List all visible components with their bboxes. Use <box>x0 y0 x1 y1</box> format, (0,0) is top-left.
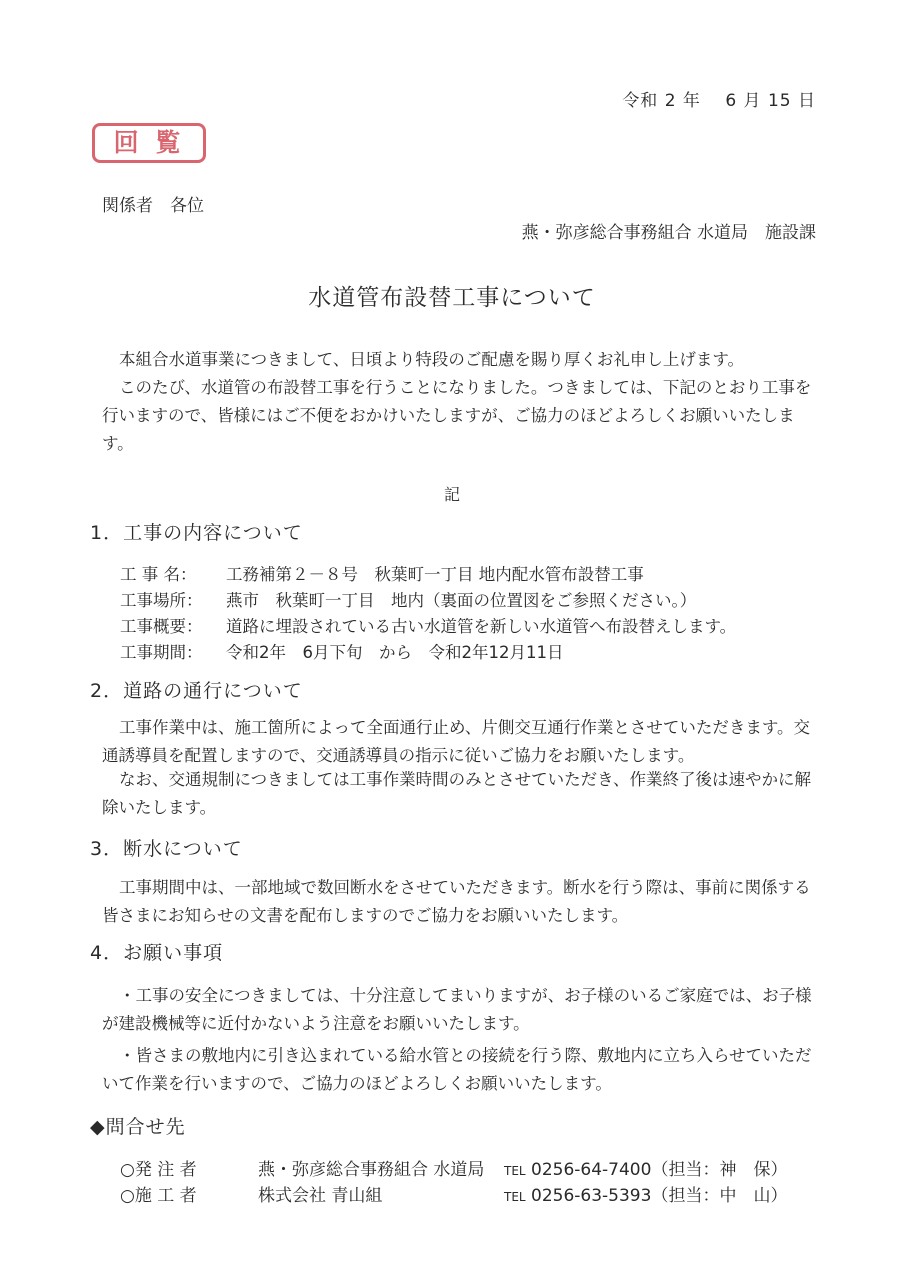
document-date: 令和 2 年 6 月 15 日 <box>622 91 816 111</box>
section-2-heading: 2．道路の通行について <box>90 680 303 702</box>
intro-paragraph-2 <box>102 374 822 458</box>
section-1-heading: 1．工事の内容について <box>90 522 303 544</box>
orderer-label: ○発 注 者 <box>120 1160 197 1180</box>
intro-text-2: このたび、水道管の布設替工事を行うことになりました。つきましては、下記のとおり工事を行いますので、皆様にはご不便をおかけいたしますが、ご協力のほどよろしくお願いいたします。 <box>102 378 812 453</box>
work-summary-row <box>120 613 736 637</box>
recipients: 関係者 各位 <box>102 196 204 216</box>
request-text-2: ・皆さまの敷地内に引き込まれている給水管との接続を行う際、敷地内に立ち入らせていただいて作業を行いますので、ご協力のほどよろしくお願いいたします。 <box>102 1046 812 1093</box>
contractor-label: ○施 工 者 <box>120 1186 197 1206</box>
work-name-row <box>120 561 644 585</box>
road-text-2: なお、交通規制につきましては工事作業時間のみとさせていただき、作業終了後は速やかに解除いたします。 <box>102 770 812 817</box>
document-title: 水道管布設替工事について <box>308 285 596 311</box>
work-period-value: 令和2年 6月下旬 から 令和2年12月11日 <box>226 643 564 662</box>
work-summary-label: 工事概要： <box>120 617 203 636</box>
water-outage-text: 工事期間中は、一部地域で数回断水をさせていただきます。断水を行う際は、事前に関係する皆さまにお知らせの文書を配布しますのでご協力をお願いいたします。 <box>102 878 811 925</box>
road-paragraph-2 <box>102 766 822 822</box>
contractor-org: 株式会社 青山組 <box>258 1186 383 1206</box>
tel-mark: TEL <box>504 1190 526 1204</box>
request-paragraph-2 <box>102 1042 822 1098</box>
work-location-label: 工事場所： <box>120 591 203 610</box>
contacts-heading: ◆問合せ先 <box>90 1116 186 1138</box>
orderer-org: 燕・弥彦総合事務組合 水道局 <box>258 1160 485 1180</box>
request-text-1: ・工事の安全につきましては、十分注意してまいりますが、お子様のいるご家庭では、お子様が建設機械等に近付かないよう注意をお願いいたします。 <box>102 986 812 1033</box>
water-outage-paragraph <box>102 874 822 930</box>
ki-marker: 記 <box>443 485 460 504</box>
road-paragraph-1 <box>102 714 822 770</box>
section-4-heading: 4．お願い事項 <box>90 942 224 964</box>
work-location-value: 燕市 秋葉町一丁目 地内（裏面の位置図をご参照ください。） <box>226 591 697 610</box>
work-summary-value: 道路に埋設されている古い水道管を新しい水道管へ布設替えします。 <box>226 617 737 636</box>
circulation-stamp: 回 覧 <box>92 123 206 163</box>
contractor-phone-number: 0256-63-5393（担当：中 山） <box>531 1186 788 1206</box>
intro-text-1: 本組合水道事業につきまして、日頃より特段のご配慮を賜り厚くお礼申し上げます。 <box>119 350 745 369</box>
work-name-value: 工務補第２－８号 秋葉町一丁目 地内配水管布設替工事 <box>226 565 644 584</box>
section-3-heading: 3．断水について <box>90 838 243 860</box>
tel-mark: TEL <box>504 1164 526 1178</box>
work-location-row <box>120 587 696 611</box>
orderer-phone-number: 0256-64-7400（担当：神 保） <box>531 1160 788 1180</box>
orderer-phone <box>504 1155 787 1180</box>
sender: 燕・弥彦総合事務組合 水道局 施設課 <box>521 223 816 243</box>
request-paragraph-1 <box>102 982 822 1038</box>
intro-paragraph-1 <box>102 346 822 374</box>
contractor-phone <box>504 1181 787 1206</box>
work-period-row <box>120 639 564 663</box>
work-period-label: 工事期間： <box>120 643 203 662</box>
road-text-1: 工事作業中は、施工箇所によって全面通行止め、片側交互通行作業とさせていただきます。交通誘導員を配置しますので、交通誘導員の指示に従いご協力をお願いたします。 <box>102 718 811 765</box>
work-name-label: 工 事 名： <box>120 565 197 584</box>
